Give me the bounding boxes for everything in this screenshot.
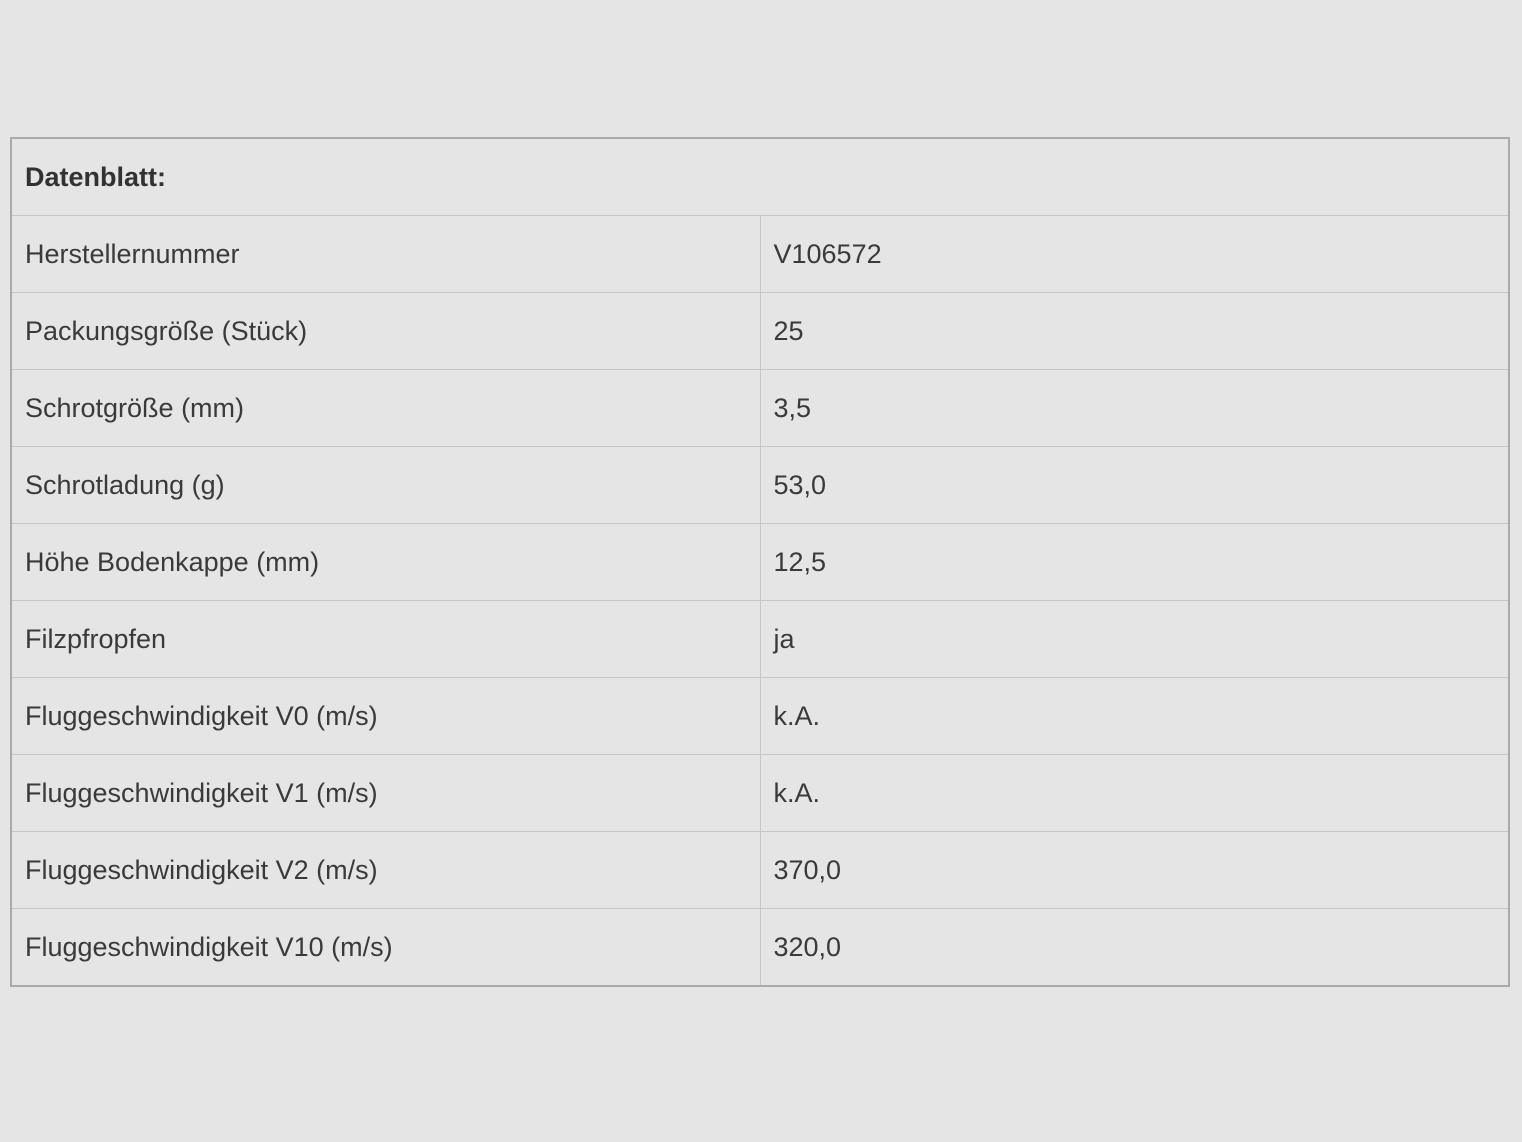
spec-value: 320,0 <box>760 909 1509 987</box>
datasheet-table <box>10 137 1510 987</box>
spec-label: Packungsgröße (Stück) <box>11 293 760 370</box>
spec-value: k.A. <box>760 678 1509 755</box>
spec-value: 3,5 <box>760 370 1509 447</box>
spec-label: Schrotgröße (mm) <box>11 370 760 447</box>
spec-value: 25 <box>760 293 1509 370</box>
datasheet-header-row <box>11 138 1509 216</box>
spec-label: Herstellernummer <box>11 216 760 293</box>
table-row <box>11 370 1509 447</box>
table-row <box>11 524 1509 601</box>
table-row <box>11 293 1509 370</box>
spec-value: ja <box>760 601 1509 678</box>
table-row <box>11 678 1509 755</box>
table-row <box>11 755 1509 832</box>
table-row <box>11 601 1509 678</box>
datasheet-title: Datenblatt: <box>11 138 1509 216</box>
spec-value: V106572 <box>760 216 1509 293</box>
datasheet-body <box>11 216 1509 987</box>
spec-value: 370,0 <box>760 832 1509 909</box>
spec-value: k.A. <box>760 755 1509 832</box>
spec-label: Filzpfropfen <box>11 601 760 678</box>
spec-label: Höhe Bodenkappe (mm) <box>11 524 760 601</box>
table-row <box>11 216 1509 293</box>
spec-label: Fluggeschwindigkeit V0 (m/s) <box>11 678 760 755</box>
spec-label: Fluggeschwindigkeit V10 (m/s) <box>11 909 760 987</box>
spec-label: Fluggeschwindigkeit V2 (m/s) <box>11 832 760 909</box>
spec-value: 12,5 <box>760 524 1509 601</box>
table-row <box>11 832 1509 909</box>
spec-label: Fluggeschwindigkeit V1 (m/s) <box>11 755 760 832</box>
spec-value: 53,0 <box>760 447 1509 524</box>
table-row <box>11 909 1509 987</box>
table-row <box>11 447 1509 524</box>
spec-label: Schrotladung (g) <box>11 447 760 524</box>
